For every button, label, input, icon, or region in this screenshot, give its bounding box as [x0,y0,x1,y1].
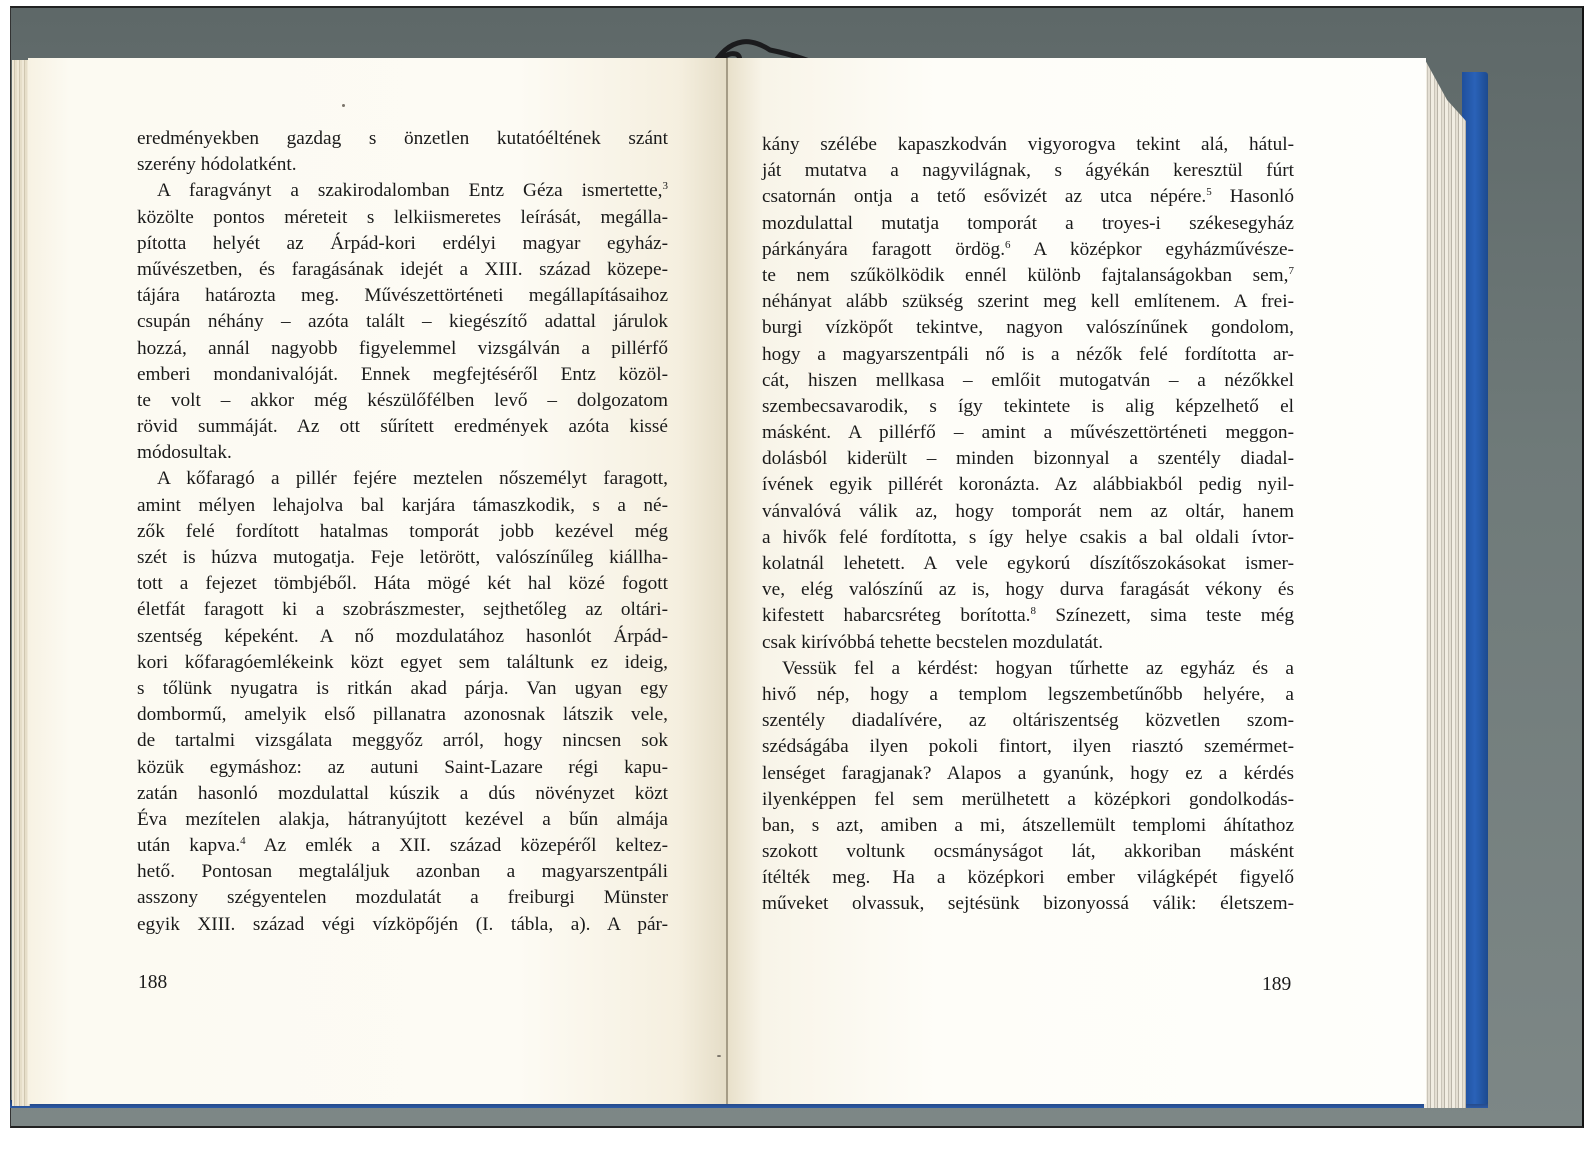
text-line-content: szokott voltunk ocsmányságot lát, akkoriban másként [762,841,1294,863]
text-line-content: amint mélyen lehajolva bal karjára támaszkodik, s a né- [137,494,668,516]
text-line-content: eredményekben gazdag s önzetlen kutatóéltének szánt [137,128,668,149]
text-line [762,656,1294,682]
text-line-content: rövid summáját. Az ott sűrített eredmények azóta kissé [137,416,668,438]
text-line [137,676,668,702]
text-line-content: ívének egyik pillérét koronázta. Az alábbiakból pedig nyil- [762,474,1294,496]
text-line-content: csatornán ontja a tető esővizét az utca népére. [762,186,1207,208]
paper-speck [342,104,345,107]
text-line [137,388,668,414]
text-line-content: egyik XIII. század végi vízköpőjén (I. tábla, a). A pár- [137,913,668,935]
text-line [762,499,1294,525]
text-line-content: lenséget faragjanak? Alapos a gyanúnk, hogy ez a kérdés [762,762,1294,784]
text-line-continuation: A középkor egyházművésze- [1010,238,1294,260]
text-line [137,728,668,754]
text-line [137,205,668,231]
text-line-content: szentség képeként. A nő mozdulatához hasonlót Árpád- [137,625,668,647]
text-line-content: ját mutatva a nagyvilágnak, s ágyékán keresztül fúrt [762,160,1294,182]
text-line [137,440,668,466]
page-number-right: 189 [1262,974,1292,995]
text-line-content: asszony szégyentelen mozdulatát a freiburgi Münster [137,887,668,909]
text-line [137,859,668,885]
text-line-content: ítélték meg. Ha a középkori ember világképét figyelő [762,867,1294,889]
text-line-content: hogy a magyarszentpáli nő is a nézők felé fordította ar- [762,343,1294,365]
text-line [762,708,1294,734]
text-line-content: közük egymáshoz: az autuni Saint-Lazare régi kapu- [137,756,668,778]
footnote-marker: 6 [1005,238,1011,251]
text-line [762,734,1294,760]
book-gutter [726,58,728,1104]
text-line-content: dombormű, amelyik első pillanatra azonosnak látszik vele, [137,704,668,726]
text-line [137,336,668,362]
text-line [137,912,668,938]
text-line-content: Éva mezítelen alakja, hátranyújtott kezével a bűn almája [137,808,668,830]
left-page-body-text [137,126,668,938]
text-line-content: vánvalóvá válik az, hogy tomporát nem az oltár, hanem [762,500,1294,522]
text-line [137,650,668,676]
text-line-content: hozzá, annál nagyobb figyelemmel vizsgálván a pillérfő [137,337,668,359]
text-line-content: néhányat alább szükség szerint meg kell említenem. A frei- [762,291,1294,313]
text-line-content: de tartalmi vizsgálata meggyőz arról, hogy nincsen sok [137,730,668,752]
text-line-content: párkányára faragott ördög. [762,238,1006,260]
text-line-content: tájára határozta meg. Művészettörténeti megállapításaihoz [137,285,668,307]
text-line [762,394,1294,420]
text-line [762,603,1294,629]
text-line [137,571,668,597]
text-line-content: hivő nép, hogy a templom legszembetűnőbb helyére, a [762,683,1294,705]
text-line [762,839,1294,865]
text-line-content: A faragványt a szakirodalomban Entz Géza ismertette, [157,180,663,202]
text-line-content: után kapva. [137,835,241,857]
text-line-content: ban, s azt, amiben a mi, átszellemült templomi áhítathoz [762,814,1294,836]
text-line [762,420,1294,446]
text-line [762,761,1294,787]
text-line [137,362,668,388]
text-line-content: kolatnál lehetett. A vele egykorú díszítőszokásokat ismer- [762,553,1294,574]
text-line [762,891,1294,917]
text-line [762,237,1294,263]
text-line-content: mozdulattal mutatja tomporát a troyes-i székesegyház [762,212,1294,234]
text-line-content: emberi mondanivalóját. Ennek megfejtéséről Entz közöl- [137,363,668,385]
text-line-content: szét is húzva mutogatja. Feje letörött, valószínűleg kiállha- [137,547,668,568]
paper-speck [717,1055,721,1057]
text-line-content: zatán hasonló mozdulattal kúszik a dús növényzet közt [137,782,668,804]
text-line [762,551,1294,577]
text-line-content: s tőlünk nyugatra is ritkán akad párja. Van ugyan egy [137,677,668,699]
footnote-marker: 8 [1030,605,1036,618]
text-line-content: műveket olvassuk, sejtésünk bizonyossá válik: életszem- [762,893,1294,915]
text-line [137,781,668,807]
text-line [137,755,668,781]
text-line [137,885,668,911]
text-line-content: zők felé fordított hatalmas tomporát jobb kezével még [137,520,668,542]
footnote-marker: 4 [240,835,246,848]
text-line [762,472,1294,498]
text-line [762,446,1294,472]
footnote-marker: 3 [662,180,668,193]
text-line [137,178,668,204]
text-line [137,597,668,623]
text-line-content: kány szélébe kapaszkodván vigyorogva tekint alá, hátul- [762,134,1294,155]
text-line [762,315,1294,341]
text-line-content: burgi vízköpőt tekintve, nagyon valószínűnek gondolom, [762,317,1294,339]
text-line [137,126,668,152]
text-line-content: Vessük fel a kérdést: hogyan tűrhette az egyház és a [782,657,1294,679]
footnote-marker: 5 [1206,186,1212,199]
text-line [762,132,1294,158]
text-line [762,577,1294,603]
text-line [137,231,668,257]
text-line-content: pította helyét az Árpád-kori erdélyi magyar egyház- [137,232,668,254]
text-line-content: ve, elég valószínű az is, hogy durva faragását vékony és [762,579,1294,601]
text-line-content: szembecsavarodik, s így tekintete is alig képzelhető el [762,395,1294,417]
text-line [762,682,1294,708]
text-line [137,152,668,178]
text-line-content: hető. Pontosan megtaláljuk azonban a magyarszentpáli [137,861,668,883]
text-line-content: másként. A pillérfő – amint a művészettörténeti meggon- [762,422,1294,444]
text-line [762,865,1294,891]
text-line [762,289,1294,315]
text-line-content: szentély diadalívére, az oltáriszentség közvetlen szom- [762,710,1294,732]
text-line-content: módosultak. [137,442,232,464]
text-line-content: szédságába ilyen pokoli fintort, ilyen riasztó szemérmet- [762,736,1294,758]
text-line-content: művészetben, és faragásának idejét a XIII. század közepe- [137,258,668,280]
text-line [137,309,668,335]
text-line-content: közölte pontos méreteit s lelkiismeretes leírását, megálla- [137,206,668,228]
text-line-content: dolásból kiderült – minden bizonnyal a szentély diadal- [762,448,1294,470]
text-line-continuation: Színezett, sima teste még [1035,605,1294,627]
text-line-content: kori kőfaragóemlékeink közt egyet sem találtunk ez ideig, [137,651,668,673]
text-line-content: tott a fejezet tömbjéből. Háta mögé két hal közé fogott [137,573,668,595]
text-line-content: szerény hódolatként. [137,154,297,176]
text-line-content: csupán néhány – azóta talált – kiegészítő adattal járulok [137,311,668,333]
text-line [762,368,1294,394]
text-line-content: kifestett habarcsréteg borította. [762,605,1031,627]
text-line [762,184,1294,210]
text-line-continuation: Hasonló [1211,186,1294,208]
text-line-continuation: Az emlék a XII. század közepéről keltez- [245,835,668,857]
text-line [137,466,668,492]
text-line [137,807,668,833]
footnote-marker: 7 [1288,264,1294,277]
text-line [762,787,1294,813]
text-line-content: a hivők felé fordította, s így helye csakis a bal oldali ívtor- [762,526,1294,548]
text-line-content: A kőfaragó a pillér fejére meztelen nőszemélyt faragott, [157,468,668,490]
text-line [137,493,668,519]
text-line [137,519,668,545]
text-line [137,702,668,728]
text-line-content: csak kirívóbbá tehette becstelen mozdulatát. [762,631,1104,653]
text-line [137,283,668,309]
text-line-content: ilyenképpen fel sem merülhetett a középkori gondolkodás- [762,788,1294,810]
text-line [762,263,1294,289]
text-line-content: te nem szűkölködik ennél különb fajtalanságokban sem, [762,264,1289,286]
page-number-left: 188 [138,972,168,993]
text-line [137,545,668,571]
text-line [762,525,1294,551]
text-line [137,624,668,650]
text-line [762,630,1294,656]
right-page-body-text [762,132,1294,918]
page-stack-right [1424,58,1466,1108]
text-line-content: cát, hiszen mellkasa – emlőit mutogatván – a nézőkkel [762,369,1294,391]
text-line [137,414,668,440]
text-line [762,342,1294,368]
text-line-content: te volt – akkor még készülőfélben levő – dolgozatom [137,389,668,411]
text-line [137,257,668,283]
text-line [762,813,1294,839]
text-line-content: életfát faragott ki a szobrászmester, sejthetőleg az oltári- [137,599,668,621]
text-line [762,158,1294,184]
text-line [762,211,1294,237]
text-line [137,833,668,859]
